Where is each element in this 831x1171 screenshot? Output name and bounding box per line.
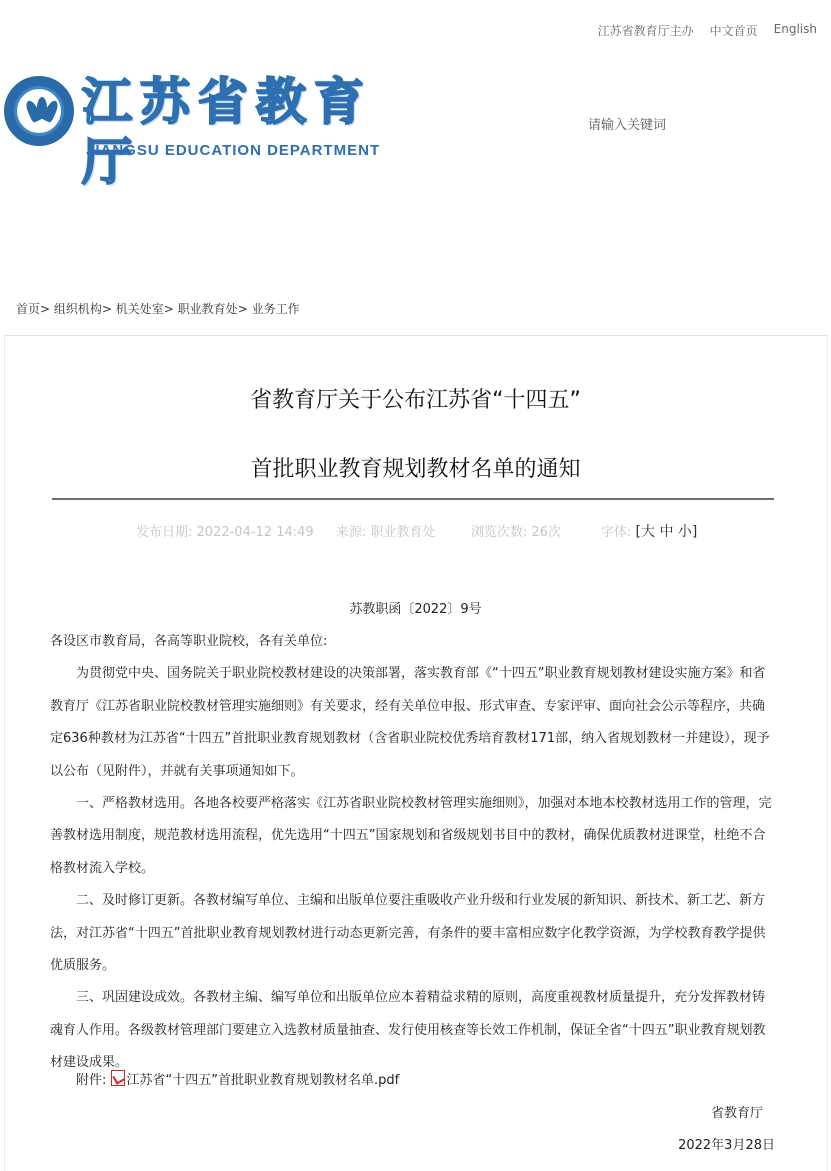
paragraph-intro: 为贯彻党中央、国务院关于职业院校教材建设的决策部署，落实教育部《“十四五”职业教育规划教材建设实施方案》和省教育厅《江苏省职业院校教材管理实施细则》有关要求，经有关单位申报、形式审查、专家评审、面向社会公示等程序，共确定636种教材为江苏省“十四五”首批职业教育规划教材（含省职业院校优秀培育教材171部，纳入省规划教材一并建设），现予以公布（见附件），并就有关事项通知如下。	[50, 666, 770, 779]
salutation: 各设区市教育局，各高等职业院校，各有关单位:	[50, 634, 328, 649]
attachment-filename: 江苏省“十四五”首批职业教育规划教材名单.pdf	[126, 1073, 400, 1088]
title-divider	[52, 498, 774, 500]
paragraph-2: 二、及时修订更新。各教材编写单位、主编和出版单位要注重吸收产业升级和行业发展的新知识、新技术、新工艺、新方法，对江苏省“十四五”首批职业教育规划教材进行动态更新完善，有条件的要丰富相应数字化教学资源，为学校教育教学提供优质服务。	[50, 893, 766, 974]
article-meta	[136, 521, 697, 541]
logo-chinese-name: 江苏省教育厅	[82, 73, 372, 191]
attachment	[76, 1068, 399, 1088]
article-body	[50, 626, 775, 1080]
date-label: 发布日期:	[136, 525, 193, 540]
signature-org: 省教育厅	[710, 1106, 763, 1121]
font-label: 字体:	[601, 525, 632, 540]
attachment-label: 附件:	[76, 1073, 107, 1088]
paragraph-1: 一、严格教材选用。各地各校要严格落实《江苏省职业院校教材管理实施细则》，加强对本地本校教材选用工作的管理，完善教材选用制度，规范教材选用流程，优先选用“十四五”国家规划和省级规划书目中的教材，确保优质教材进课堂，杜绝不合格教材流入学校。	[50, 796, 772, 876]
logo-english-name: JIANGSU EDUCATION DEPARTMENT	[86, 142, 381, 159]
attachment-link[interactable]	[111, 1073, 400, 1088]
search-input[interactable]: 请输入关键词	[588, 118, 667, 133]
font-size-switch: [大 中 小]	[635, 524, 698, 540]
breadcrumb-home[interactable]: 首页	[16, 302, 41, 316]
host-link[interactable]: 江苏省教育厅主办	[597, 24, 694, 38]
views-label: 浏览次数:	[471, 525, 528, 540]
pdf-icon	[111, 1070, 125, 1086]
breadcrumb-vocational[interactable]: 职业教育处	[177, 302, 238, 316]
view-count: 26次	[531, 525, 562, 540]
document-number: 苏教职函〔2022〕9号	[349, 602, 482, 617]
font-small-button[interactable]: 小	[677, 524, 692, 540]
font-large-button[interactable]: 大	[641, 524, 655, 540]
breadcrumb-business[interactable]: 业务工作	[251, 302, 300, 316]
font-medium-button[interactable]: 中	[659, 524, 674, 540]
chinese-home-link[interactable]: 中文首页	[709, 24, 758, 38]
source: 职业教育处	[370, 525, 436, 540]
article-title-line1: 省教育厅关于公布江苏省“十四五”	[250, 388, 581, 413]
paragraph-3: 三、巩固建设成效。各教材主编、编写单位和出版单位应本着精益求精的原则，高度重视教材质量提升，充分发挥教材铸魂育人作用。各级教材管理部门要建立入选教材质量抽查、发行使用核查等长效工作机制，保证全省“十四五”职业教育规划教材建设成果。	[50, 990, 766, 1071]
source-label: 来源:	[336, 525, 367, 540]
publish-date: 2022-04-12 14:49	[196, 525, 314, 540]
emblem-icon	[4, 76, 74, 146]
site-logo[interactable]	[4, 72, 384, 191]
breadcrumb: 首页> 组织机构> 机关处室> 职业教育处> 业务工作	[16, 302, 300, 316]
top-links	[598, 22, 817, 39]
signature-date: 2022年3月28日	[678, 1138, 775, 1153]
breadcrumb-offices[interactable]: 机关处室	[115, 302, 164, 316]
breadcrumb-org[interactable]: 组织机构	[53, 302, 102, 316]
english-link[interactable]: English	[773, 22, 817, 36]
article-title-line2: 首批职业教育规划教材名单的通知	[250, 457, 581, 482]
